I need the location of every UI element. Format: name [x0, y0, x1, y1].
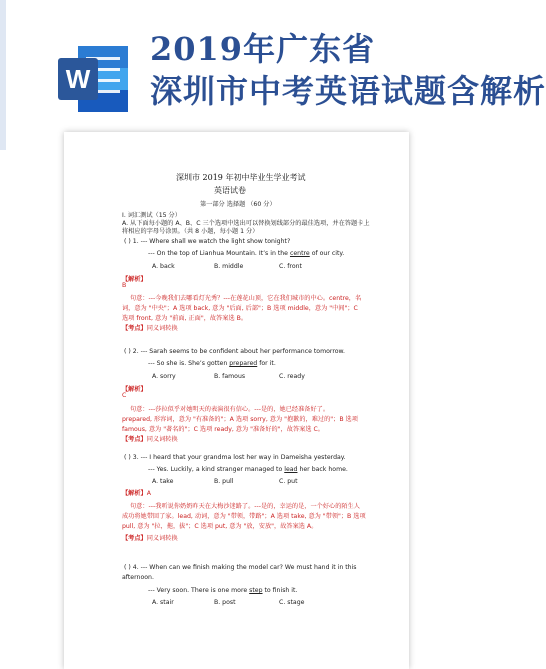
question-1-underlined: centre: [289, 250, 310, 257]
question-3-explanation-1: 句意：---我听说你奶奶昨天在大梅沙迷路了。---是的，幸运的是，一个好心的陌生人: [130, 503, 360, 510]
question-3-line2-post: her back home.: [297, 466, 348, 473]
question-3-answer: [122, 488, 151, 497]
question-2-explanation-1: 句意：---莎拉似乎对她明天的表演很有信心。---是的，她已经准备好了。: [130, 406, 330, 413]
question-3-answer-label: 【解析】: [122, 490, 147, 497]
question-2-underlined: prepared: [229, 360, 258, 367]
question-4-stem: ( ) 4. --- When can we finish making the model car? We must hand it in this: [124, 564, 357, 571]
banner-title-line1: 2019年广东省: [150, 30, 376, 68]
section-heading: I. 词汇测试（15 分）: [122, 212, 181, 219]
exam-title: 深圳市 2019 年初中毕业生学业考试: [176, 173, 306, 182]
question-4-line2-post: to finish it.: [262, 587, 298, 594]
question-3-explanation-3: pull, 意为 "拉，拖，拔"；C 选项 put, 意为 "放，安放"，故答案选 A。: [122, 523, 318, 530]
section-instruction-line1: A. 从下面每小题的 A、B、C 三个选项中选出可以替换划线部分的最佳选项，并在答题卡上: [122, 220, 370, 227]
question-3-option-a: A. take: [152, 478, 174, 485]
question-3-underlined: lead: [284, 466, 298, 473]
question-1-line2-post: of our city.: [309, 250, 345, 257]
question-4-option-c: C. stage: [279, 599, 305, 606]
question-1-explanation-1: 句意：---今晚我们去哪看灯光秀？---在莲花山顶，它在我们城市的中心。centre，名: [130, 295, 362, 302]
question-1-answer-value: B: [122, 282, 127, 289]
question-2-keypoint: [122, 434, 178, 443]
question-4-line2-pre: --- Very soon. There is one more: [148, 587, 250, 594]
question-4-line2: [148, 587, 297, 594]
question-3-option-c: C. put: [279, 478, 298, 485]
question-2-keypoint-label: 【考点】: [122, 436, 147, 443]
exam-subtitle: 英语试卷: [214, 186, 246, 195]
section-instruction-line2: 将相应的字母号涂黑。（共 8 小题，每小题 1 分）: [122, 228, 259, 235]
question-1-keypoint-text: 同义词转换: [146, 325, 178, 332]
question-2-explanation-2: prepared, 形容词，意为 "有准备的"；A 选项 sorry, 意为 "抱歉的，难过的"；B 选项: [122, 416, 358, 423]
question-1-line2: [148, 250, 344, 257]
question-3-keypoint-text: 同义词转换: [146, 535, 178, 542]
question-2-option-a: A. sorry: [152, 373, 176, 380]
question-1-explanation-2: 词，意为 "中央"；A 选项 back, 意为 "后面, 后部"；B 选项 middle，意为 "中间"；C: [122, 305, 358, 312]
svg-text:W: W: [65, 64, 91, 94]
question-3-answer-value: A: [146, 490, 151, 497]
question-2-option-b: B. famous: [214, 373, 246, 380]
question-2-line2-pre: --- So she is. She’s gotten: [148, 360, 230, 367]
question-1-explanation-3: 选项 front, 意为 "前面, 正面"，故答案选 B。: [122, 315, 248, 322]
question-4-option-b: B. post: [214, 599, 236, 606]
question-2-line2-post: for it.: [257, 360, 276, 367]
question-3-line2: [148, 466, 348, 473]
question-1-option-a: A. back: [152, 263, 175, 270]
part-heading: 第一部分 选择题 （60 分）: [200, 201, 276, 208]
question-3-line2-pre: --- Yes. Luckily, a kind stranger managed to: [148, 466, 285, 473]
question-3-option-b: B. pull: [214, 478, 234, 485]
question-2-stem: ( ) 2. --- Sarah seems to be confident about her performance tomorrow.: [124, 348, 345, 355]
question-2-explanation-3: famous, 意为 "著名的"；C 选项 ready, 意为 "准备好的"，故答案选 C。: [122, 426, 324, 433]
word-logo-icon: [56, 38, 130, 120]
question-1-line2-pre: --- On the top of Lianhua Mountain. It’s in the: [148, 250, 290, 257]
question-3-explanation-2: 成功将她带回了家。lead, 动词，意为 "带领，带路"；A 选项 take, 意为 "带领"；B 选项: [122, 513, 366, 520]
question-2-option-c: C. ready: [279, 373, 305, 380]
question-2-line2: [148, 360, 276, 367]
banner-accent-bar: [0, 0, 6, 150]
banner-title-line2: 深圳市中考英语试题含解析: [150, 72, 546, 110]
question-1-stem: ( ) 1. --- Where shall we watch the light show tonight?: [124, 238, 291, 245]
question-1-keypoint-label: 【考点】: [122, 325, 147, 332]
question-2-answer-value: C: [122, 392, 127, 399]
question-3-keypoint: [122, 533, 178, 542]
document-page: [64, 132, 409, 669]
banner: [0, 0, 546, 150]
question-1-keypoint: [122, 323, 178, 332]
question-4-option-a: A. stair: [152, 599, 174, 606]
question-1-option-c: C. front: [279, 263, 302, 270]
question-4-stem-2: afternoon.: [122, 574, 154, 581]
question-3-stem: ( ) 3. --- I heard that your grandma lost her way in Dameisha yesterday.: [124, 454, 346, 461]
question-1-option-b: B. middle: [214, 263, 244, 270]
question-2-keypoint-text: 同义词转换: [146, 436, 178, 443]
question-4-underlined: step: [249, 587, 263, 594]
question-1-answer-label: 【解析】: [122, 276, 147, 283]
question-3-keypoint-label: 【考点】: [122, 535, 147, 542]
question-2-answer-label: 【解析】: [122, 386, 147, 393]
